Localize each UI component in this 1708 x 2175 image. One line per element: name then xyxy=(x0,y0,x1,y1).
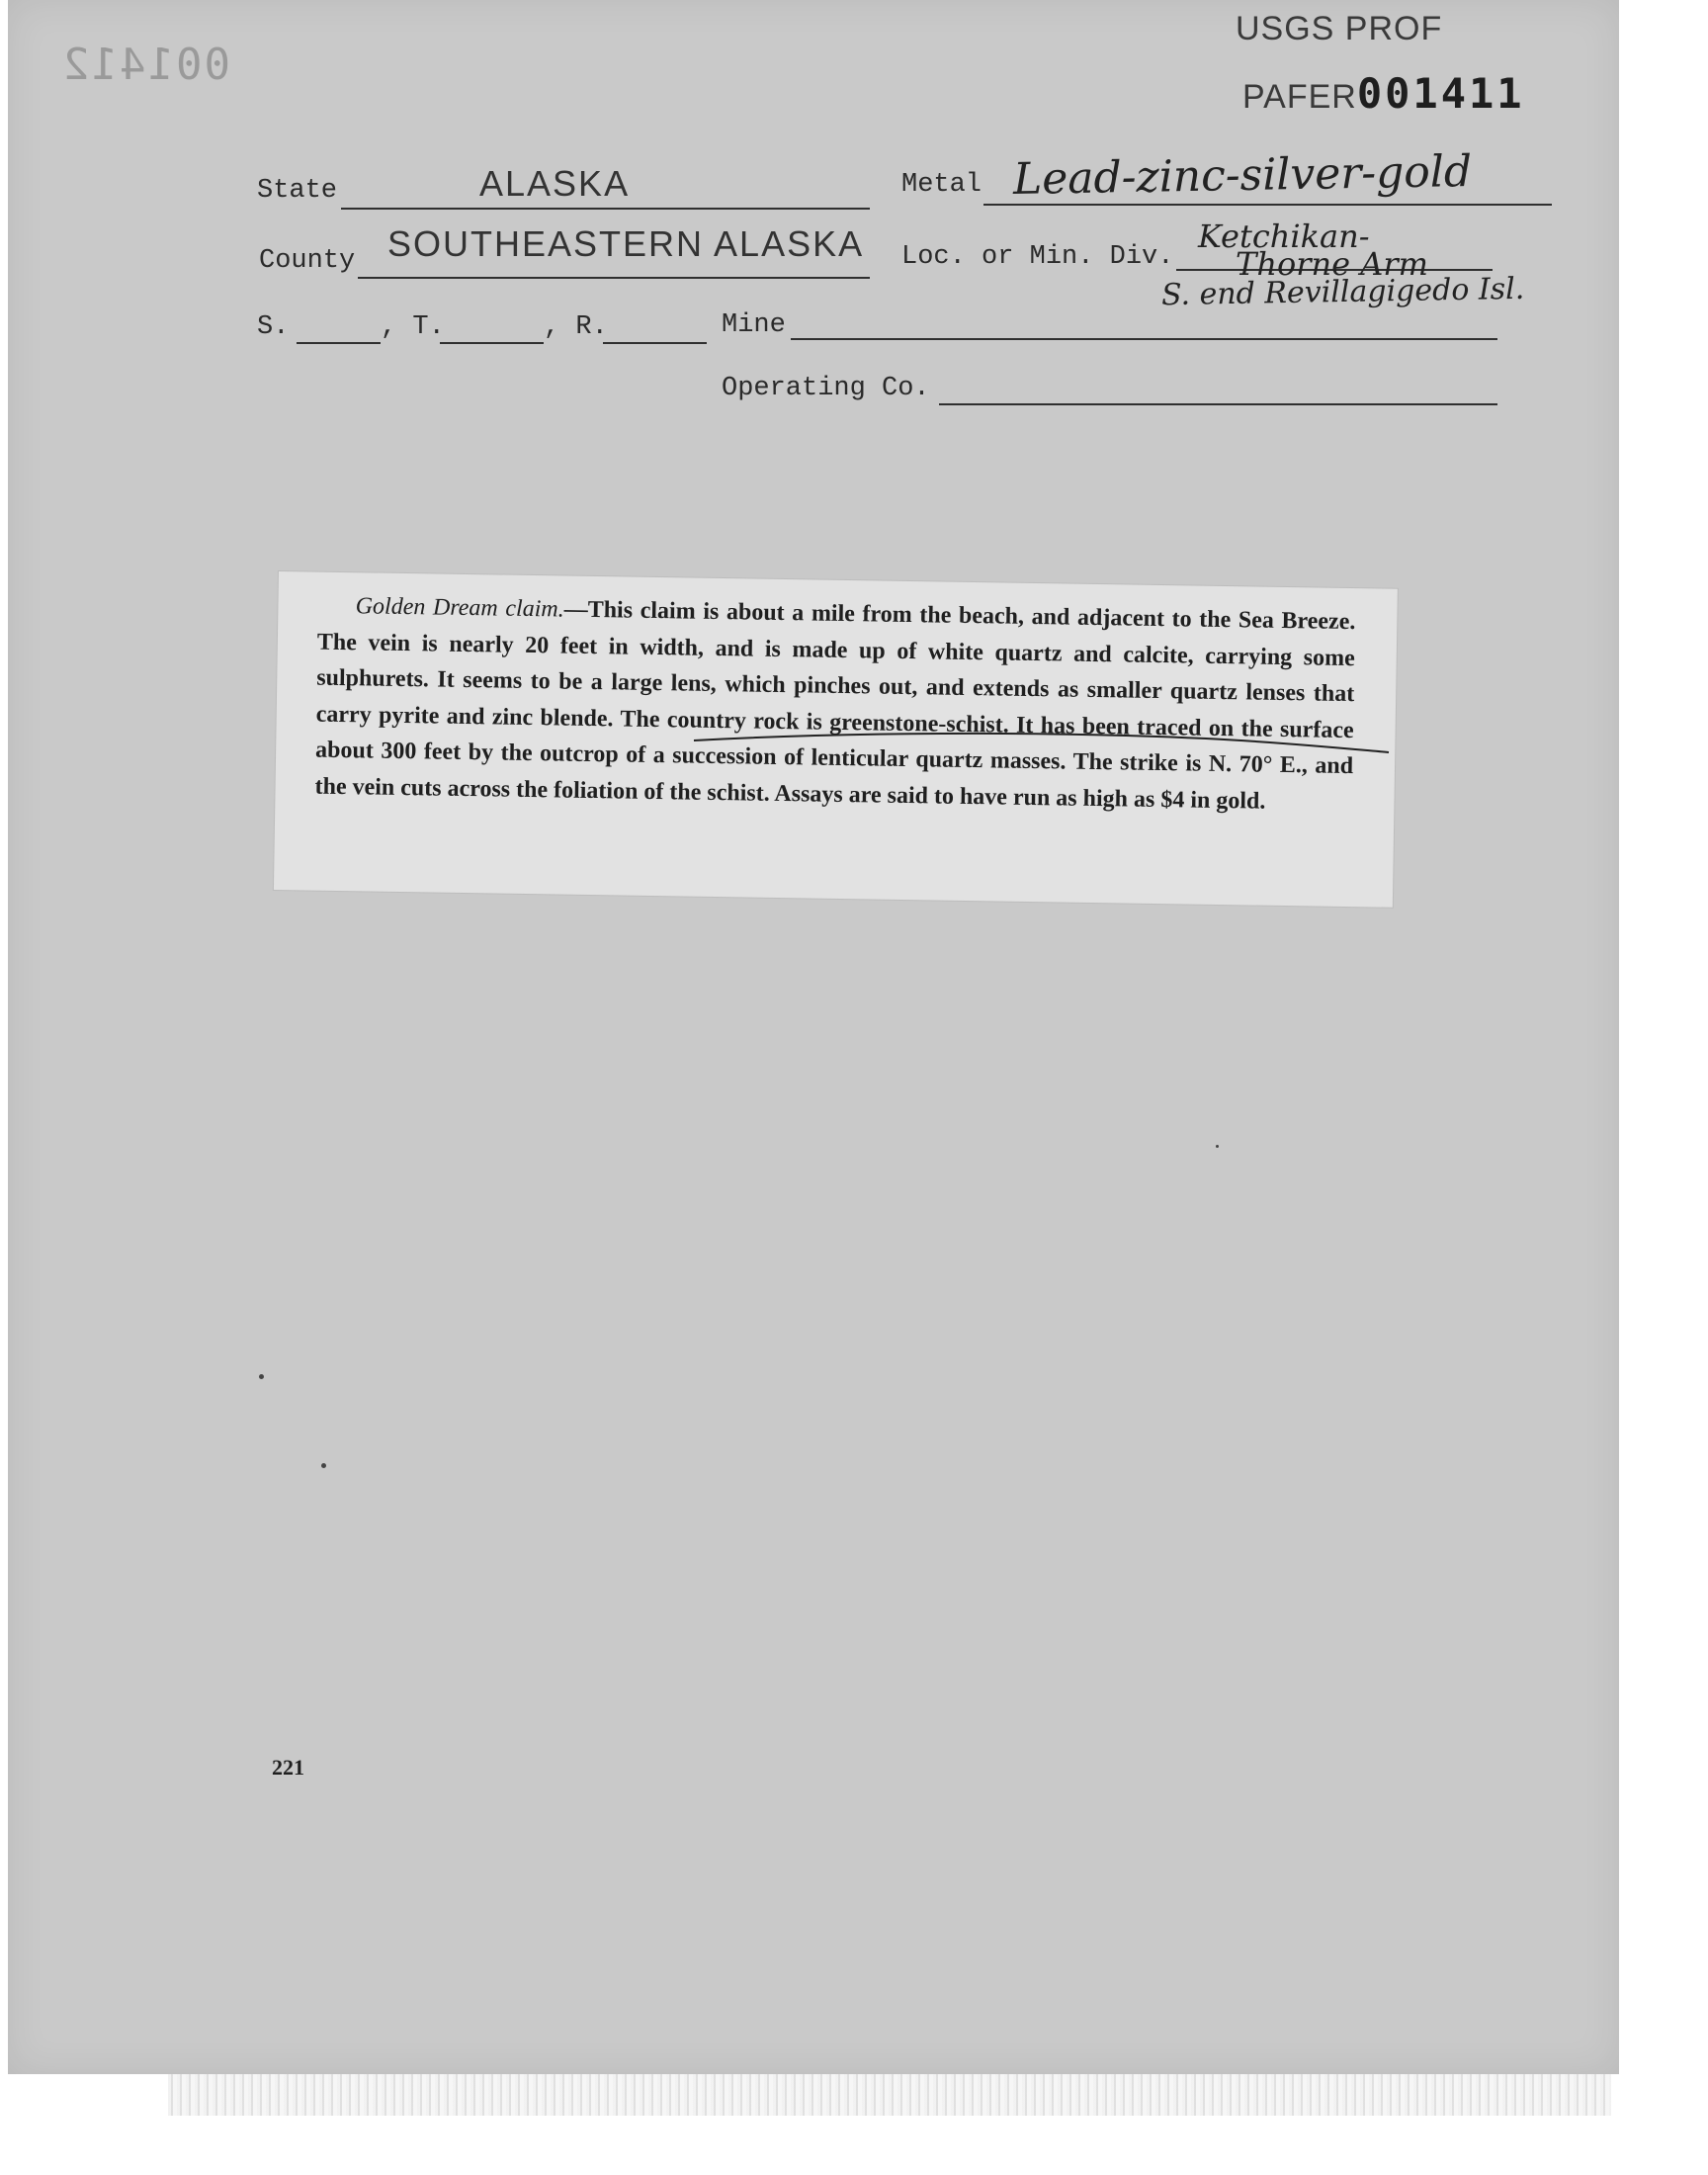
speck-mark xyxy=(1216,1145,1219,1148)
pencil-underline-mark xyxy=(692,727,1392,754)
loc-value-line2: Thorne Arm xyxy=(1236,245,1428,283)
township-rule xyxy=(440,342,544,344)
township-label: , T. xyxy=(381,312,445,342)
section-label: S. xyxy=(257,312,290,342)
clipping-paragraph xyxy=(314,588,1355,821)
scan-edge-strip xyxy=(168,2074,1611,2116)
operating-co-rule xyxy=(939,403,1497,405)
usgs-paper-number: 001411 xyxy=(1356,69,1525,118)
metal-value: Lead-zinc-silver-gold xyxy=(1012,145,1473,206)
state-label: State xyxy=(257,176,338,206)
range-label: , R. xyxy=(544,312,608,342)
metal-rule xyxy=(983,204,1552,206)
operating-co-label: Operating Co. xyxy=(722,374,930,403)
loc-label: Loc. or Min. Div. xyxy=(901,242,1174,272)
usgs-paper-line xyxy=(1242,69,1525,118)
clipping-body: —This claim is about a mile from the beach, and adjacent to the Sea Breeze. The vein is nearly 20 feet in width, and is made up of white quartz and calcite, carrying some sulphurets. It seems to be a large lens, which pinches out, and extends as smaller quartz lenses that carry pyrite and zinc blende. The country rock is greenstone-schist. It has been traced on the surface about 300 feet by the outcrop of a succession of lenticular quartz masses. The strike is N. 70° E., and the vein cuts across the foliation of the schist. Assays are said to have run as high as $4 in gold. xyxy=(314,596,1356,815)
metal-label: Metal xyxy=(901,170,982,200)
document-sheet xyxy=(8,0,1619,2074)
usgs-prof-label: USGS PROF xyxy=(1236,10,1443,47)
mine-rule xyxy=(791,338,1497,340)
speck-mark xyxy=(321,1463,326,1468)
page-number: 221 xyxy=(272,1755,304,1780)
section-rule xyxy=(297,342,381,344)
speck-mark xyxy=(259,1374,264,1379)
usgs-paper-prefix: PAFER xyxy=(1242,78,1357,116)
range-rule xyxy=(603,342,707,344)
loc-value-line3: S. end Revillagigedo Isl. xyxy=(1160,271,1525,313)
mirrored-stamp-number: 001412 xyxy=(61,40,230,90)
state-rule xyxy=(341,208,870,210)
clipping-title: Golden Dream claim. xyxy=(355,593,564,623)
state-value: ALASKA xyxy=(479,163,631,204)
mine-label: Mine xyxy=(722,310,786,340)
county-label: County xyxy=(259,246,356,276)
loc-value-line1: Ketchikan- xyxy=(1198,218,1370,255)
county-value: SOUTHEASTERN ALASKA xyxy=(387,223,865,264)
county-rule xyxy=(358,277,870,279)
